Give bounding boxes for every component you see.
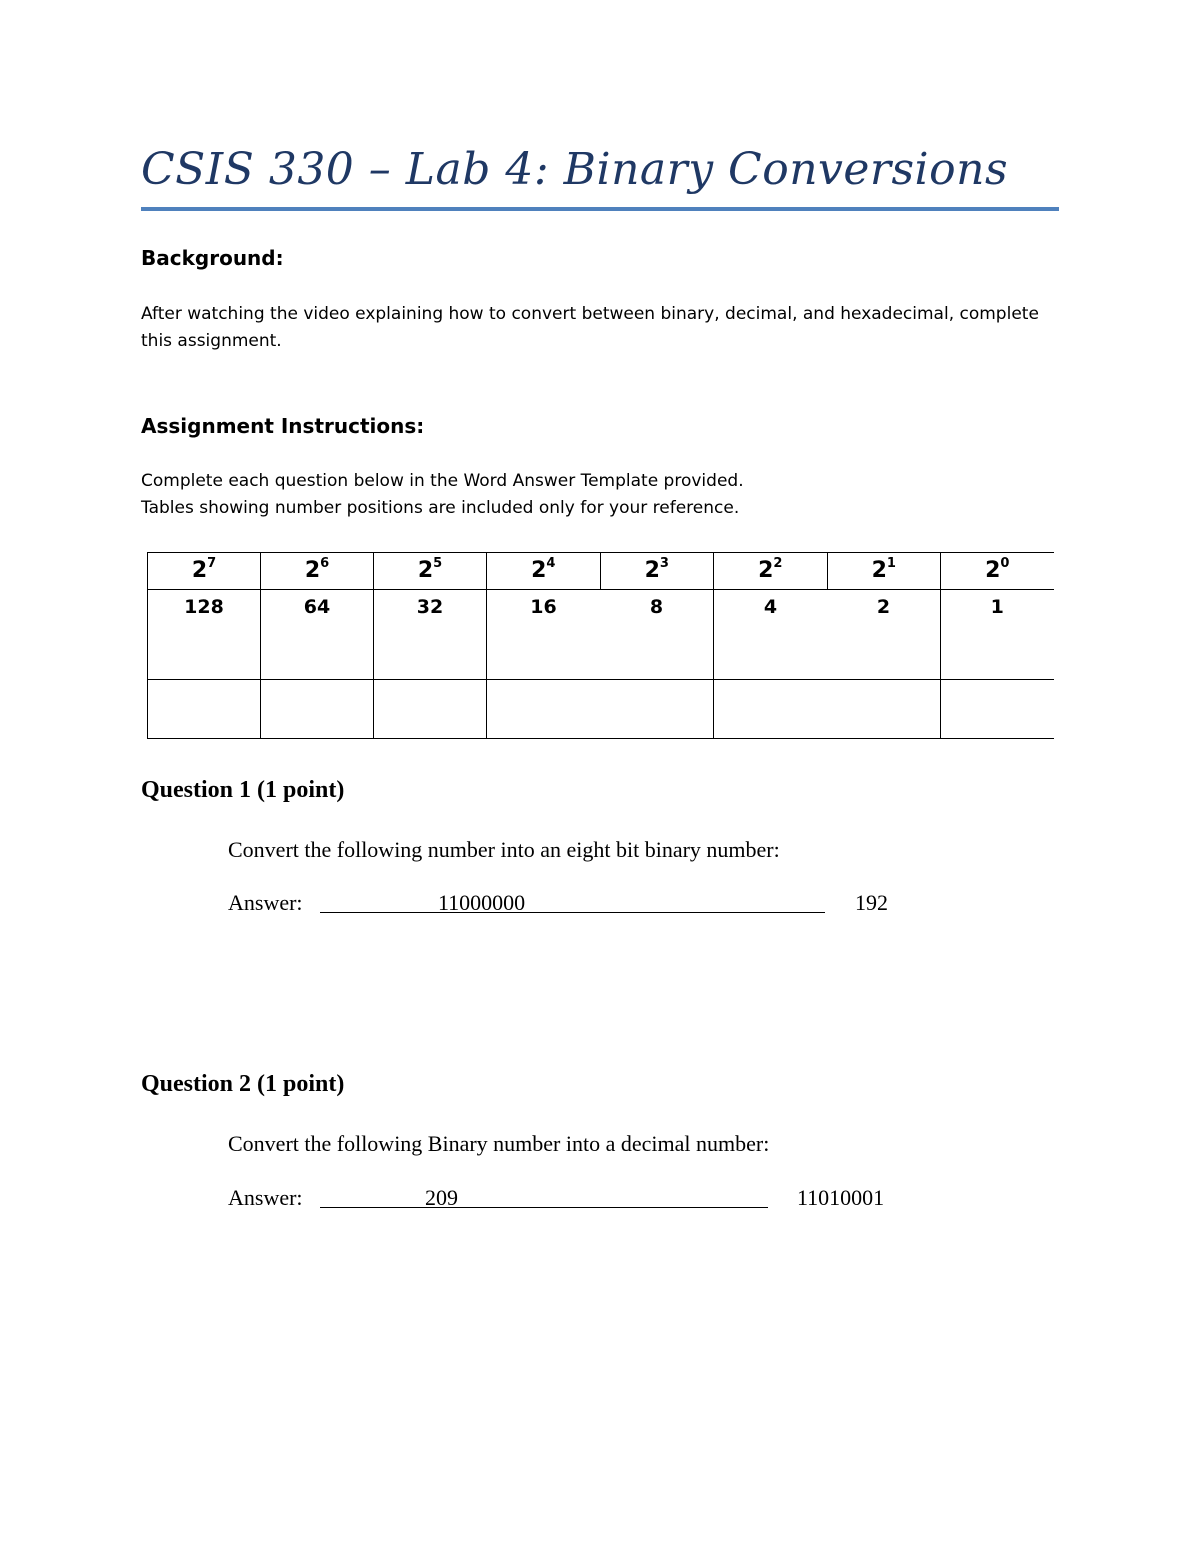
instructions-heading: Assignment Instructions:	[141, 414, 425, 438]
value-cell: 1	[941, 590, 1054, 680]
value-cell: 32	[374, 590, 487, 680]
blank-cell	[148, 680, 261, 739]
question-1-answer	[228, 890, 828, 920]
power-row	[148, 553, 1054, 590]
question-1-heading: Question 1 (1 point)	[141, 777, 345, 803]
blank-cell	[714, 680, 941, 739]
value-cell: 128	[148, 590, 261, 680]
question-2-prompt: Convert the following Binary number into a decimal number:	[228, 1131, 770, 1156]
power-cell: $2^6$	[261, 553, 374, 590]
value-cell-merged	[714, 590, 941, 680]
answer-value[interactable]: 11000000	[438, 890, 526, 915]
value-cell-merged	[487, 590, 714, 680]
value-row	[148, 590, 1054, 680]
page-title: CSIS 330 – Lab 4: Binary Conversions	[141, 144, 1009, 195]
value-cell: 2	[876, 596, 891, 618]
power-cell: $2^3$	[600, 553, 714, 590]
power-cell: $2^7$	[148, 553, 261, 590]
question-2-given-number: 11010001	[797, 1185, 885, 1210]
answer-label: Answer:	[228, 890, 303, 915]
question-1-given-number: 192	[855, 890, 888, 915]
power-cell: $2^2$	[714, 553, 828, 590]
instructions-text	[141, 468, 1071, 522]
answer-value[interactable]: 209	[425, 1185, 458, 1210]
blank-row	[148, 680, 1054, 739]
question-2-heading: Question 2 (1 point)	[141, 1071, 345, 1097]
value-cell: 8	[649, 596, 664, 618]
blank-cell	[487, 680, 714, 739]
power-cell: $2^0$	[941, 553, 1054, 590]
value-cell: 16	[530, 596, 557, 618]
value-cell: 64	[261, 590, 374, 680]
question-1-prompt: Convert the following number into an eight bit binary number:	[228, 837, 780, 862]
blank-cell	[941, 680, 1054, 739]
blank-cell	[374, 680, 487, 739]
instructions-line-2: Tables showing number positions are included only for your reference.	[141, 498, 740, 518]
question-2-answer	[228, 1185, 773, 1215]
power-cell: $2^1$	[827, 553, 941, 590]
background-paragraph: After watching the video explaining how to convert between binary, decimal, and hexadecimal, complete this assignment.	[141, 304, 1039, 351]
binary-place-value-table	[147, 552, 1054, 739]
background-text	[141, 301, 1071, 355]
power-cell: $2^5$	[374, 553, 487, 590]
value-cell: 4	[763, 596, 778, 618]
blank-cell	[261, 680, 374, 739]
power-cell: $2^4$	[487, 553, 601, 590]
answer-label: Answer:	[228, 1185, 303, 1210]
background-heading: Background:	[141, 246, 284, 270]
answer-underline	[320, 1185, 768, 1208]
instructions-line-1: Complete each question below in the Word Answer Template provided.	[141, 471, 744, 491]
answer-underline	[320, 890, 825, 913]
title-underline	[141, 207, 1059, 211]
